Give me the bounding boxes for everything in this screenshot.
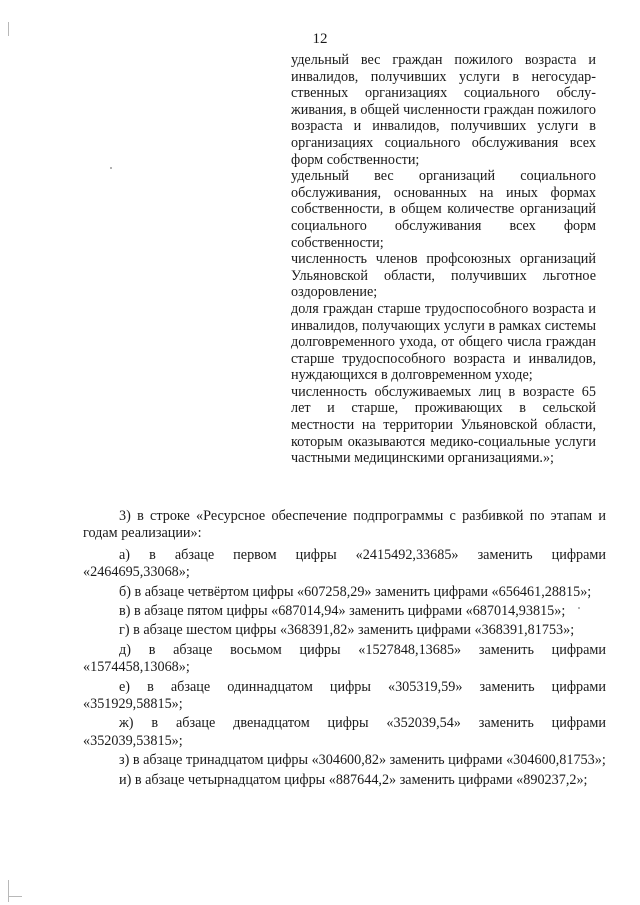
indicator-item: численность обслуживаемых лиц в возрасте 65 лет и старше, проживающих в сельской местности на территории Ульяновской области, которым оказываются медико-социальные услуги частными медицинскими организациями.»; bbox=[291, 383, 596, 467]
scan-speck bbox=[110, 167, 112, 169]
section-intro: 3) в строке «Ресурсное обеспечение подпрограммы с разбивкой по этапам и годам реализации»: bbox=[83, 508, 606, 542]
amendment-item: и) в абзаце четырнадцатом цифры «887644,2» заменить цифрами «890237,2»; bbox=[119, 771, 588, 788]
scan-artifact bbox=[8, 880, 9, 902]
amendment-item: в) в абзаце пятом цифры «687014,94» заменить цифрами «687014,93815»; bbox=[119, 603, 566, 620]
amendment-item: г) в абзаце шестом цифры «368391,82» заменить цифрами «368391,81753»; bbox=[119, 622, 575, 639]
page-number: 12 bbox=[312, 31, 328, 47]
amendment-item: з) в абзаце тринадцатом цифры «304600,82» заменить цифрами «304600,81753»; bbox=[119, 752, 606, 769]
amendment-item: д) в абзаце восьмом цифры «1527848,13685» заменить цифрами «1574458,13068»; bbox=[83, 641, 606, 676]
amendment-item: ж) в абзаце двенадцатом цифры «352039,54» заменить цифрами «352039,53815»; bbox=[83, 715, 606, 749]
indicators-list bbox=[291, 52, 596, 467]
indicator-item: удельный вес граждан пожилого возраста и инвалидов, получивших услуги в негосударственных организациях социального обслуживания, в общей численности граждан пожилого возраста и инвалидов, получивших услуги в организациях социального обслуживания всех форм собственности; bbox=[291, 52, 596, 168]
indicator-item: доля граждан старше трудоспособного возраста и инвалидов, получающих услуги в рамках системы долговременного ухода, от общего числа граждан старше трудоспособного возраста и инвалидов, нуждающихся в долговременном уходе; bbox=[291, 300, 596, 384]
scan-artifact bbox=[8, 896, 22, 897]
amendment-item: е) в абзаце одиннадцатом цифры «305319,59» заменить цифрами «351929,58815»; bbox=[83, 678, 606, 713]
indicator-item: численность членов профсоюзных организаций Ульяновской области, получивших льготное оздоровление; bbox=[291, 251, 596, 301]
amendment-item: б) в абзаце четвёртом цифры «607258,29» заменить цифрами «656461,28815»; bbox=[119, 583, 592, 600]
indicator-item: удельный вес организаций социального обслуживания, основанных на иных формах собственности, в общем количестве организаций социального обслуживания всех форм собственности; bbox=[291, 168, 596, 251]
amendments-section bbox=[83, 508, 606, 791]
amendment-item: а) в абзаце первом цифры «2415492,33685» заменить цифрами «2464695,33068»; bbox=[83, 546, 606, 581]
